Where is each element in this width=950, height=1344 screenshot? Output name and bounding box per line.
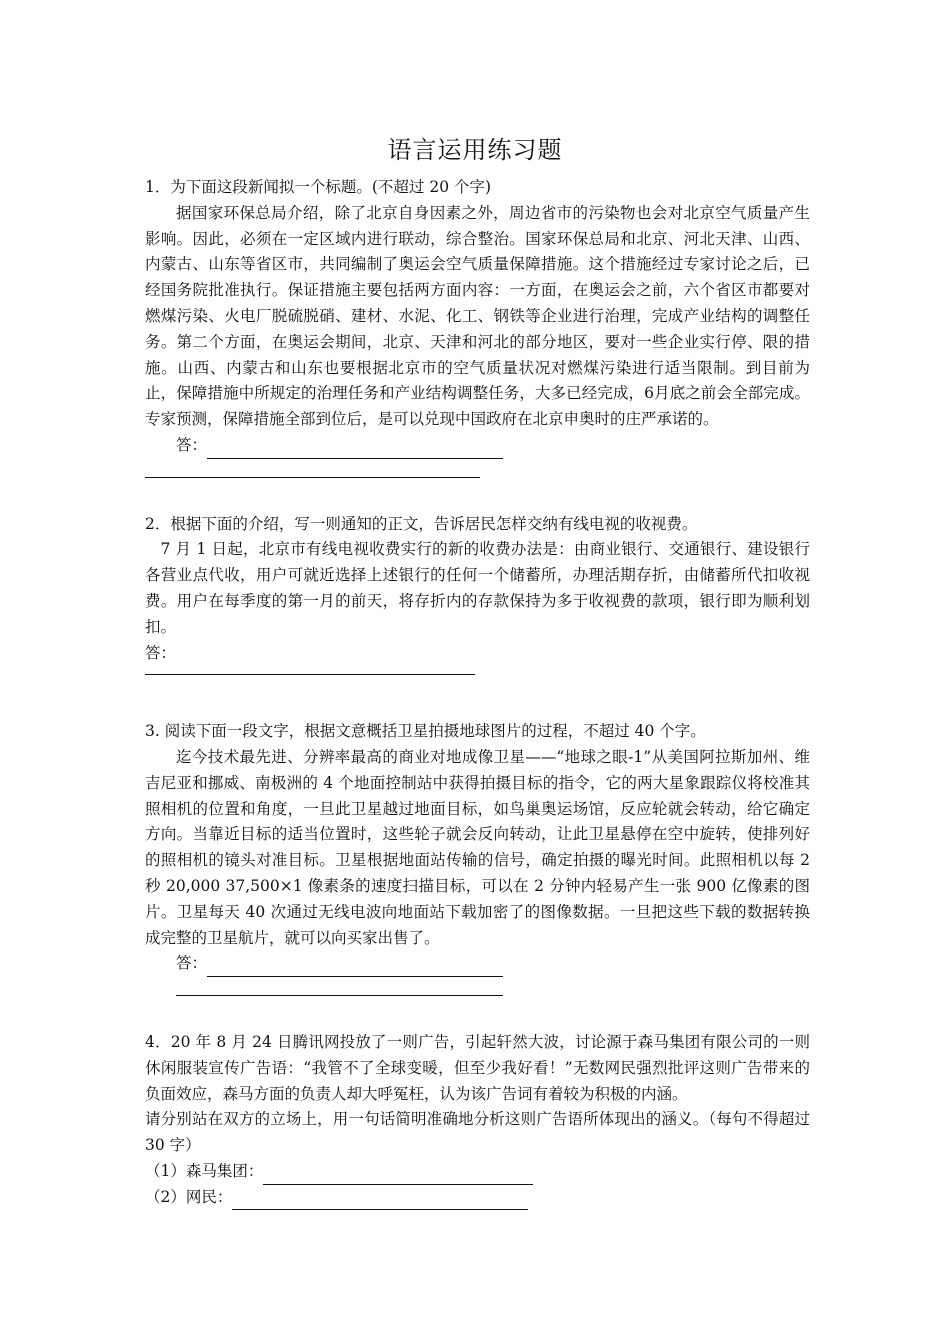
q4-item2-label: （2）网民： [145,1187,233,1206]
q1-prompt: 1．为下面这段新闻拟一个标题。(不超过 20 个字) [145,178,492,196]
q4-item2-blank[interactable] [232,1190,528,1210]
spacer [145,485,810,512]
q4-instruction: 请分别站在双方的立场上，用一句话简明准确地分析这则广告语所体现出的涵义。（每句不得超过 30 字） [145,1110,810,1155]
q2-answer-blank[interactable] [145,674,475,675]
q1-answer-line-row [145,459,810,485]
q4-item2-row [145,1185,810,1211]
q3-prompt: 3. 阅读下面一段文字，根据文意概括卫星拍摄地球图片的过程，不超过 40 个字。 [145,722,706,741]
q1-passage: 据国家环保总局介绍，除了北京自身因素之外，周边省市的污染物也会对北京空气质量产生影响。因此，必须在一定区域内进行联动，综合整治。国家环保总局和北京、河北天津、山西、内蒙古、山东等省区市，共同编制了奥运会空气质量保障措施。这个措施经过专家讨论之后，已经国务院批准执行。保证措施主要包括两方面内容：一方面，在奥运会之前，六个省区市都要对燃煤污染、火电厂脱硫脱硝、建材、水泥、化工、钢铁等企业进行治理，完成产业结构的调整任务。第二个方面，在奥运会期间，北京、天津和河北的部分地区，要对一些企业实行停、限的措施。山西、内蒙古和山东也要根据北京市的空气质量状况对燃煤污染进行适当限制。到目前为止，保障措施中所规定的治理任务和产业结构调整任务，大多已经完成，6月底之前会全部完成。专家预测，保障措施全部到位后，是可以兑现中国政府在北京申奥时的庄严承诺的。 [145,203,810,429]
q1-answer-blank-2[interactable] [145,477,480,478]
q4-prompt: 4．20 年 8 月 24 日腾讯网投放了一则广告，引起轩然大波，讨论源于森马集团有限公司的一则休闲服装宣传广告语：“我管不了全球变暖，但至少我好看！”无数网民强烈批评这则广告带来的负面效应，森马方面的负责人却大呼冤枉，认为该广告词有着较为积极的内涵。 [145,1032,810,1103]
q4-item1-blank[interactable] [263,1165,533,1185]
q3-answer-blank-2[interactable] [176,995,503,996]
q3-answer-row [145,951,810,977]
q3-passage: 迄今技术最先进、分辨率最高的商业对地成像卫星——“地球之眼-1”从美国阿拉斯加州、维吉尼亚和挪威、南极洲的 4 个地面控制站中获得拍摄目标的指令，它的两大星象跟踪仪将校准其照相机的位置和角度，一旦此卫星越过地面目标，如鸟巢奥运场馆，反应轮就会转动，给它确定方向。当靠近目标的适当位置时，这些轮子就会反向转动，让此卫星悬停在空中旋转，使排列好的照相机的镜头对准目标。卫星根据地面站传输的信号，确定拍摄的曝光时间。此照相机以每 2 秒 20,000 37,500×1 像素条的速度扫描目标，可以在 2 分钟内轻易产生一张 900 亿像素的图片。卫星每天 40 次通过无线电波向地面站下载加密了的图像数据。一旦把这些下载的数据转换成完整的卫星航片，就可以向买家出售了。 [145,747,810,947]
q1-answer-label: 答： [176,435,208,454]
page-title: 语言运用练习题 [387,136,563,164]
q2-passage: 7 月 1 日起，北京市有线电视收费实行的新的收费办法是：由商业银行、交通银行、建设银行各营业点代收，用户可就近选择上述银行的任何一个储蓄所，办理活期存折，由储蓄所代扣收视费。用户在每季度的第一月的前天，将存折内的存款保持为多于收视费的款项，银行即为顺利划扣。 [145,540,810,636]
q4-item1-label: （1）森马集团： [145,1161,264,1180]
spacer [145,692,810,719]
q2-answer-label: 答： [145,643,177,662]
q3-answer-label: 答： [176,954,208,973]
spacer [145,1003,810,1030]
q1-answer-blank[interactable] [207,439,503,459]
q1-answer-row [145,433,810,459]
q3-answer-line-row [145,977,810,1003]
q2-prompt: 2．根据下面的介绍，写一则通知的正文，告诉居民怎样交纳有线电视的收视费。 [145,514,698,533]
q4-item1-row [145,1159,810,1185]
q3-answer-blank[interactable] [207,957,503,977]
q2-answer-line-row [145,666,810,692]
document-body [145,175,810,1210]
